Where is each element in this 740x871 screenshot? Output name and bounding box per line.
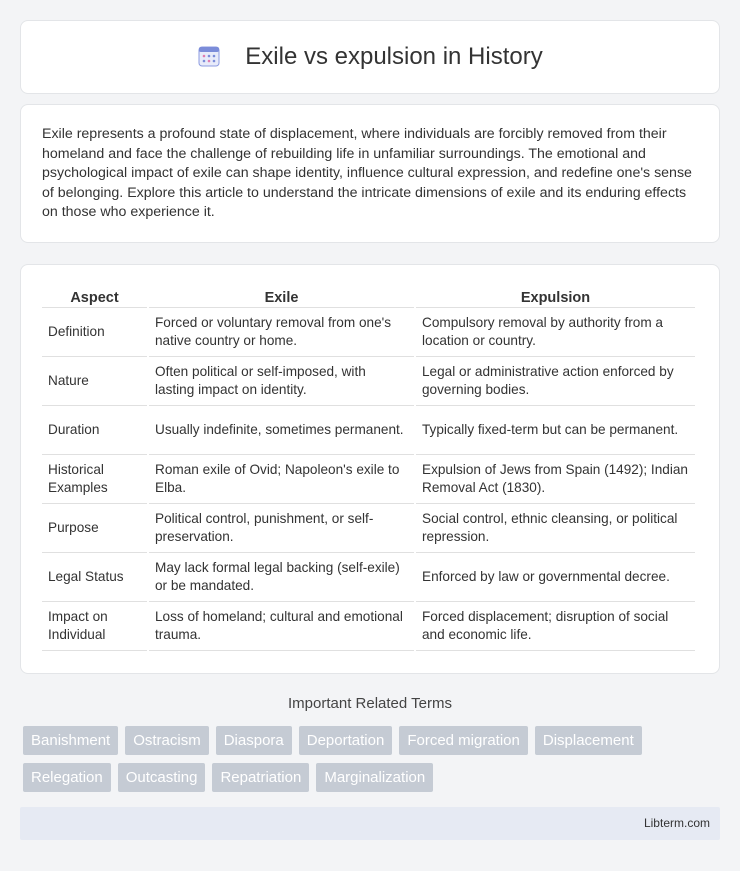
cell-expulsion: Compulsory removal by authority from a location or country. xyxy=(416,308,695,357)
cell-exile: Roman exile of Ovid; Napoleon's exile to Elba. xyxy=(149,455,414,504)
table-row xyxy=(42,308,695,357)
term-tag-repatriation[interactable]: Repatriation xyxy=(212,763,309,792)
cell-expulsion: Enforced by law or governmental decree. xyxy=(416,553,695,602)
cell-expulsion: Forced displacement; disruption of social and economic life. xyxy=(416,602,695,651)
page-title: Exile vs expulsion in History xyxy=(245,43,543,70)
term-tag-marginalization[interactable]: Marginalization xyxy=(316,763,433,792)
table-row xyxy=(42,357,695,406)
column-header-expulsion: Expulsion xyxy=(416,285,695,308)
cell-exile: Political control, punishment, or self-preservation. xyxy=(149,504,414,553)
cell-exile: May lack formal legal backing (self-exile) or be mandated. xyxy=(149,553,414,602)
related-terms-heading: Important Related Terms xyxy=(288,695,452,712)
comparison-card xyxy=(20,264,720,674)
footer-site-link[interactable]: Libterm.com xyxy=(643,816,710,830)
term-tag-banishment[interactable]: Banishment xyxy=(23,726,118,755)
cell-exile: Loss of homeland; cultural and emotional trauma. xyxy=(149,602,414,651)
table-row xyxy=(42,504,695,553)
table-row xyxy=(42,455,695,504)
table-row xyxy=(42,553,695,602)
table-header-row xyxy=(42,285,695,308)
column-header-aspect: Aspect xyxy=(42,285,147,308)
cell-aspect: Duration xyxy=(42,406,147,455)
term-tag-deportation[interactable]: Deportation xyxy=(299,726,393,755)
related-terms-list xyxy=(23,726,723,792)
intro-text: Exile represents a profound state of displacement, where individuals are forcibly removed from their homeland and face the challenge of rebuilding life in unfamiliar surroundings. The emotional and psychological impact of exile can shape identity, influence cultural expression, and redefine one's sense of belonging. Explore this article to understand the intricate dimensions of exile and its enduring effects on those who experience it. xyxy=(42,126,692,220)
cell-expulsion: Social control, ethnic cleansing, or political repression. xyxy=(416,504,695,553)
cell-expulsion: Legal or administrative action enforced by governing bodies. xyxy=(416,357,695,406)
title-card xyxy=(20,20,720,94)
cell-aspect: Nature xyxy=(42,357,147,406)
term-tag-displacement[interactable]: Displacement xyxy=(535,726,642,755)
term-tag-relegation[interactable]: Relegation xyxy=(23,763,111,792)
term-tag-outcasting[interactable]: Outcasting xyxy=(118,763,206,792)
cell-aspect: Historical Examples xyxy=(42,455,147,504)
term-tag-forced-migration[interactable]: Forced migration xyxy=(399,726,528,755)
comparison-table xyxy=(40,285,697,651)
table-row xyxy=(42,406,695,455)
table-row xyxy=(42,602,695,651)
cell-exile: Usually indefinite, sometimes permanent. xyxy=(149,406,414,455)
cell-expulsion: Expulsion of Jews from Spain (1492); Indian Removal Act (1830). xyxy=(416,455,695,504)
intro-card xyxy=(20,104,720,243)
calendar-icon xyxy=(197,44,221,68)
cell-exile: Often political or self-imposed, with lasting impact on identity. xyxy=(149,357,414,406)
term-tag-diaspora[interactable]: Diaspora xyxy=(216,726,292,755)
cell-aspect: Definition xyxy=(42,308,147,357)
cell-aspect: Purpose xyxy=(42,504,147,553)
cell-exile: Forced or voluntary removal from one's native country or home. xyxy=(149,308,414,357)
term-tag-ostracism[interactable]: Ostracism xyxy=(125,726,209,755)
footer xyxy=(20,807,720,840)
column-header-exile: Exile xyxy=(149,285,414,308)
cell-expulsion: Typically fixed-term but can be permanent. xyxy=(416,406,695,455)
cell-aspect: Impact on Individual xyxy=(42,602,147,651)
cell-aspect: Legal Status xyxy=(42,553,147,602)
